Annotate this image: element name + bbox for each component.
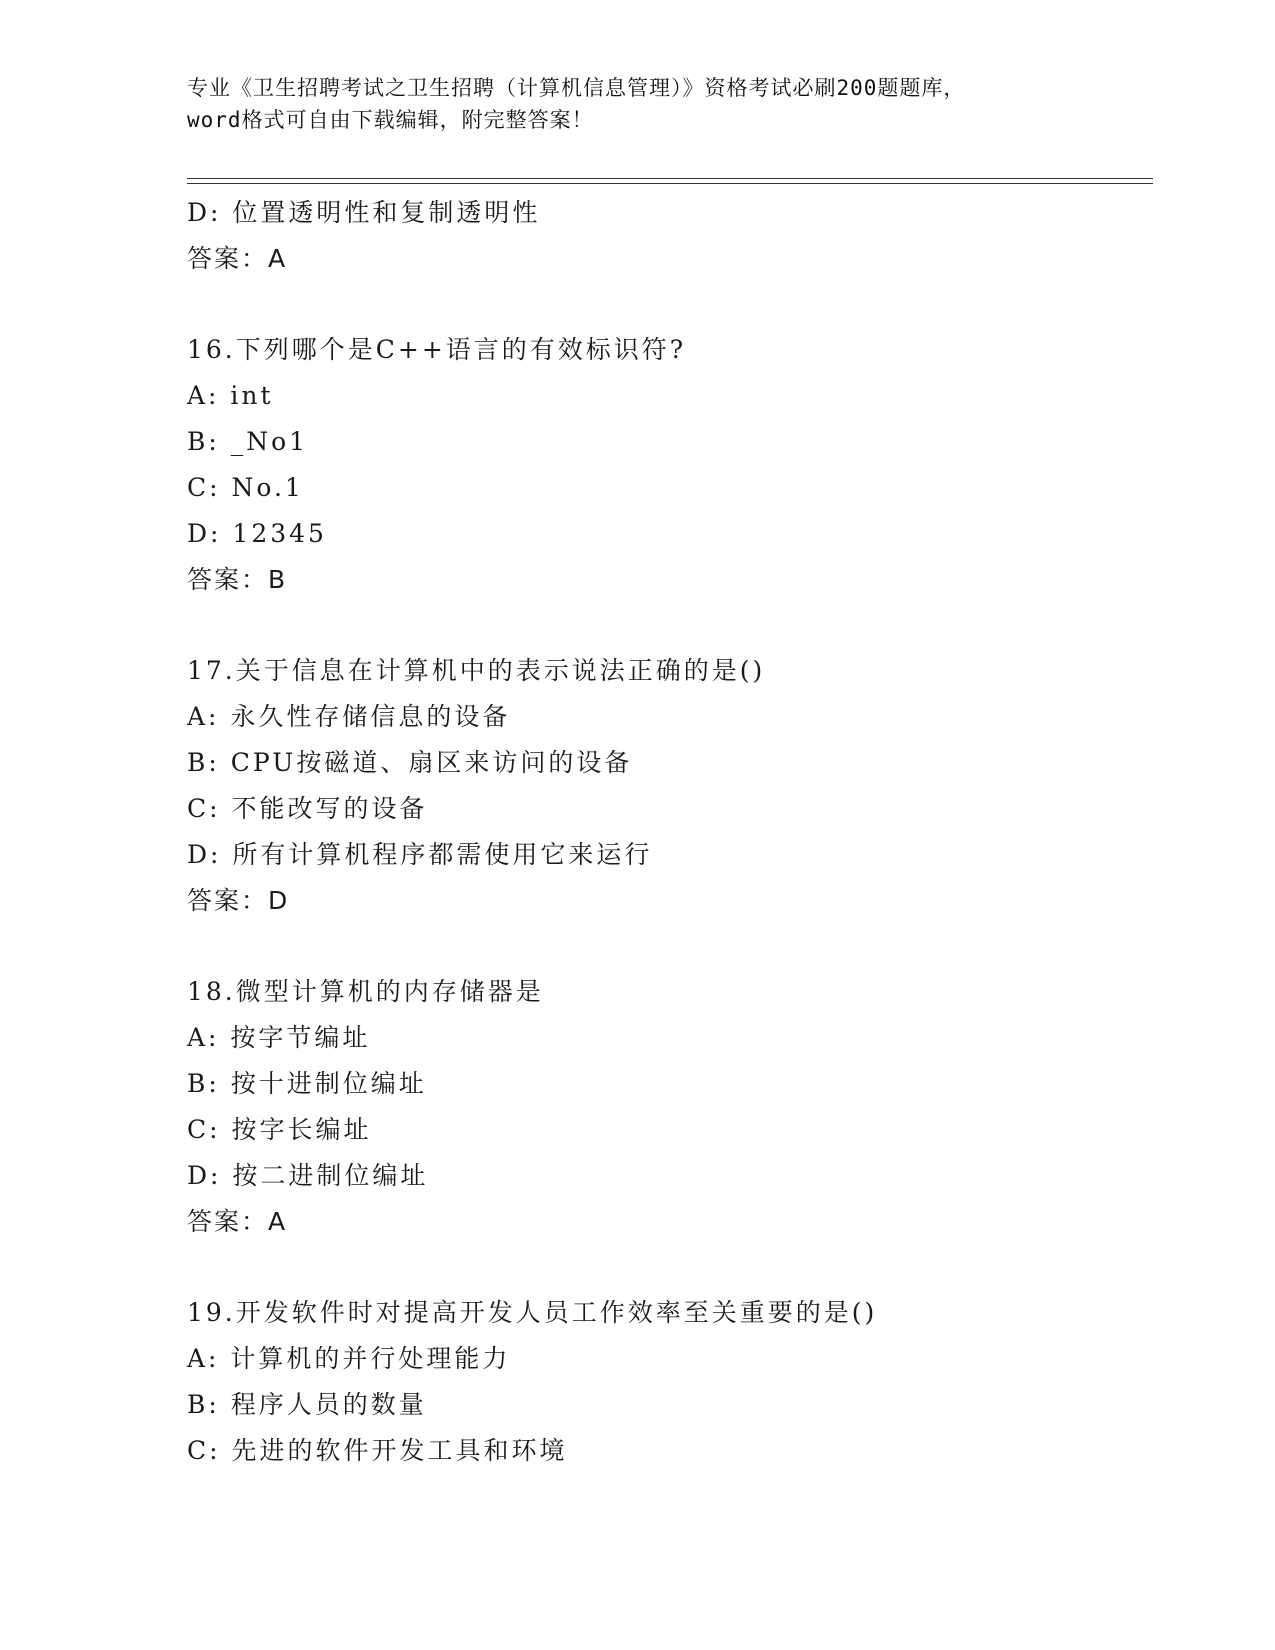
question-stem: 19.开发软件时对提高开发人员工作效率至关重要的是() xyxy=(187,1298,878,1327)
option-b: B: 按十进制位编址 xyxy=(187,1069,427,1098)
answer-line: 答案：A xyxy=(187,1207,288,1236)
continued-question xyxy=(187,190,1147,282)
answer-line: 答案：B xyxy=(187,565,288,594)
question-16 xyxy=(187,327,1147,603)
question-stem: 17.关于信息在计算机中的表示说法正确的是() xyxy=(187,656,766,685)
answer-line: 答案：A xyxy=(187,244,288,273)
header-divider xyxy=(187,178,1153,184)
option-c: C: No.1 xyxy=(187,473,304,502)
question-18 xyxy=(187,969,1147,1245)
option-a: A: 计算机的并行处理能力 xyxy=(187,1344,511,1373)
option-d: D: 所有计算机程序都需使用它来运行 xyxy=(187,840,653,869)
header-title-line: 专业《卫生招聘考试之卫生招聘（计算机信息管理）》资格考试必刷200题题库， xyxy=(187,76,966,100)
question-17 xyxy=(187,648,1147,924)
option-c: C: 按字长编址 xyxy=(187,1115,372,1144)
question-stem: 16.下列哪个是C++语言的有效标识符? xyxy=(187,335,687,364)
document-header xyxy=(187,72,1087,136)
option-a: A: int xyxy=(187,381,274,410)
option-c: C: 不能改写的设备 xyxy=(187,794,428,823)
document-body xyxy=(187,190,1147,1474)
option-c: C: 先进的软件开发工具和环境 xyxy=(187,1436,568,1465)
option-d: D: 位置透明性和复制透明性 xyxy=(187,198,541,227)
answer-line: 答案：D xyxy=(187,886,290,915)
option-b: B: _No1 xyxy=(187,427,309,456)
option-a: A: 永久性存储信息的设备 xyxy=(187,702,511,731)
header-subtitle-line: word格式可自由下载编辑，附完整答案！ xyxy=(187,108,594,132)
option-a: A: 按字节编址 xyxy=(187,1023,371,1052)
question-19 xyxy=(187,1290,1147,1474)
option-b: B: 程序人员的数量 xyxy=(187,1390,427,1419)
option-d: D: 12345 xyxy=(187,519,327,548)
option-b: B: CPU按磁道、扇区来访问的设备 xyxy=(187,748,633,777)
question-stem: 18.微型计算机的内存储器是 xyxy=(187,977,544,1006)
option-d: D: 按二进制位编址 xyxy=(187,1161,429,1190)
